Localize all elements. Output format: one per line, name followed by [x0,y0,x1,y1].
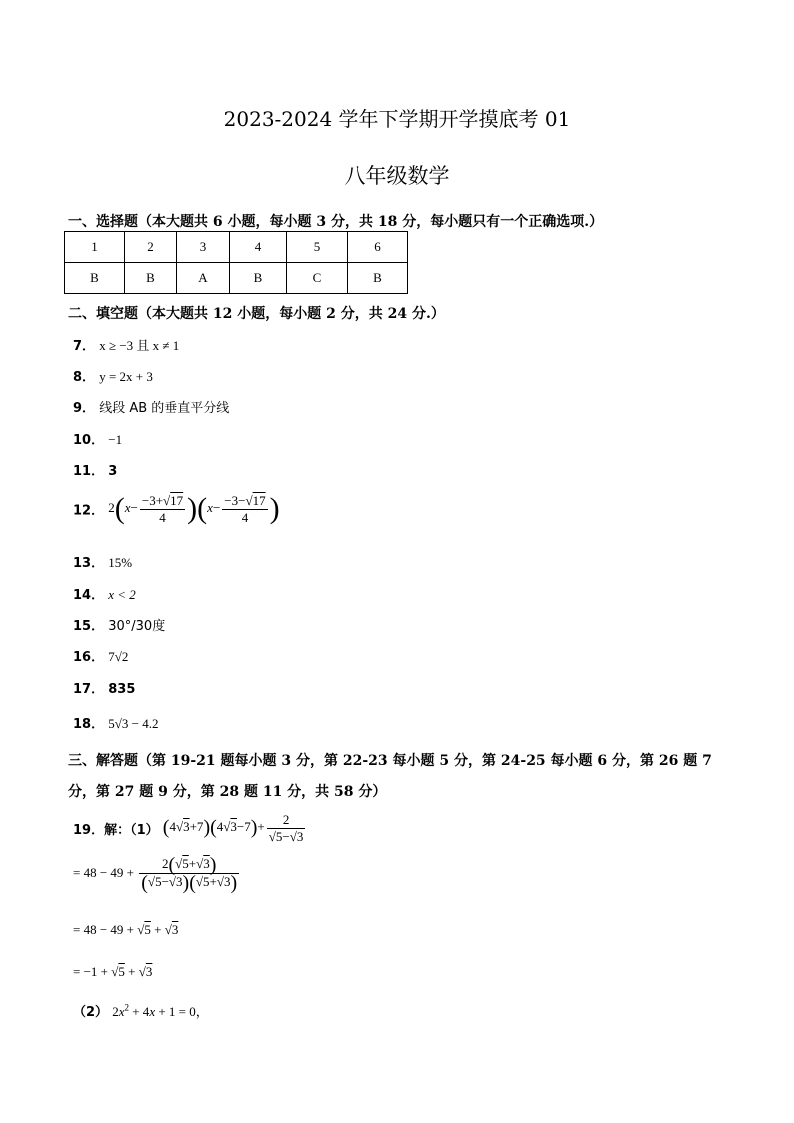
q19-step-1 [73,854,241,895]
item-number: 12． [73,503,105,519]
item-number: 18． [73,717,105,732]
item-number: 7． [73,339,96,354]
item-answer: −1 [108,432,123,447]
table-cell: B [348,263,408,294]
table-cell: 4 [230,232,287,263]
item-answer: 7√2 [108,649,129,664]
item-number: 14． [73,588,105,603]
answer-item-14 [73,584,136,603]
table-cell: 3 [177,232,230,263]
item-number: 9． [73,401,96,416]
answer-item-15 [73,615,165,634]
answer-table [64,231,408,294]
answer-item-18 [73,713,158,732]
answer-item-11 [73,460,117,479]
table-cell: B [65,263,125,294]
answer-table-number-row [65,232,408,263]
table-cell: A [177,263,230,294]
table-cell: B [230,263,287,294]
section-2-heading: 二、填空题（本大题共 12 小题，每小题 2 分，共 24 分.） [68,306,445,322]
answer-item-16 [73,646,128,665]
step-formula: = −1 + √5 + √3 [73,964,153,979]
table-cell: 5 [287,232,348,263]
item-answer: 30°/30度 [108,619,166,634]
answer-item-7 [73,335,179,354]
document-title: 2023-2024 学年下学期开学摸底考 01 [223,107,571,131]
item-number: 13． [73,556,105,571]
item-number: 8． [73,370,96,385]
q19-part2-label: （2） [73,1005,109,1020]
item-number: 15． [73,619,105,634]
table-cell: C [287,263,348,294]
step-formula: = 48 − 49 + √5 + √3 [73,922,179,937]
answer-item-10 [73,429,122,448]
item-answer-formula: 2(x− $\frac{-3+√17}{4}$ )(x− $\frac{-3-√17}{4}$ ) [108,492,280,525]
q19-step-3 [73,964,152,980]
q19-intro: 19．解：（1） [73,823,159,838]
item-number: 11． [73,464,105,479]
section-3-heading-line-1: 三、解答题（第 19-21 题每小题 3 分，第 22-23 每小题 5 分，第 24-25 每小题 6 分，第 26 题 7 [68,753,712,769]
table-cell: 2 [125,232,177,263]
answer-item-13 [73,552,132,571]
step-formula: = 48 − 49 + $\frac{2(√5+√3)}{(√5-√3)(√5+√3)}$ [73,854,238,895]
item-answer: 5√3 − 4.2 [108,716,159,731]
item-answer: x ≥ −3 且 x ≠ 1 [99,338,180,353]
table-cell: 6 [348,232,408,263]
q19-part1-expression [73,812,307,845]
document-subtitle: 八年级数学 [344,164,450,188]
answer-table-answer-row [65,263,408,294]
item-answer: 3 [108,464,118,479]
q19-formula: (4√3+7)(4√3−7)+ $\frac{2}{√5-√3}$ [162,812,304,844]
item-answer: y = 2x + 3 [99,369,153,384]
q19-part2-equation: $2x^2 + 4x + 1 = 0$， [112,1002,209,1019]
item-answer: 线段 AB 的垂直平分线 [99,401,230,416]
item-answer: 15% [108,555,133,570]
item-answer: 835 [108,682,136,697]
q19-part2 [73,1001,209,1020]
section-3-heading-line-2: 分，第 27 题 9 分，第 28 题 11 分，共 58 分） [68,784,387,800]
item-answer: x < 2 [108,587,136,602]
item-number: 10． [73,433,105,448]
answer-item-8 [73,366,153,385]
answer-item-9 [73,397,229,416]
answer-item-12 [73,492,280,526]
table-cell: B [125,263,177,294]
item-number: 17． [73,682,105,697]
q19-step-2 [73,922,178,938]
item-number: 16． [73,650,105,665]
table-cell: 1 [65,232,125,263]
answer-item-17 [73,678,135,697]
section-1-heading: 一、选择题（本大题共 6 小题，每小题 3 分，共 18 分，每小题只有一个正确选项.） [68,214,604,230]
